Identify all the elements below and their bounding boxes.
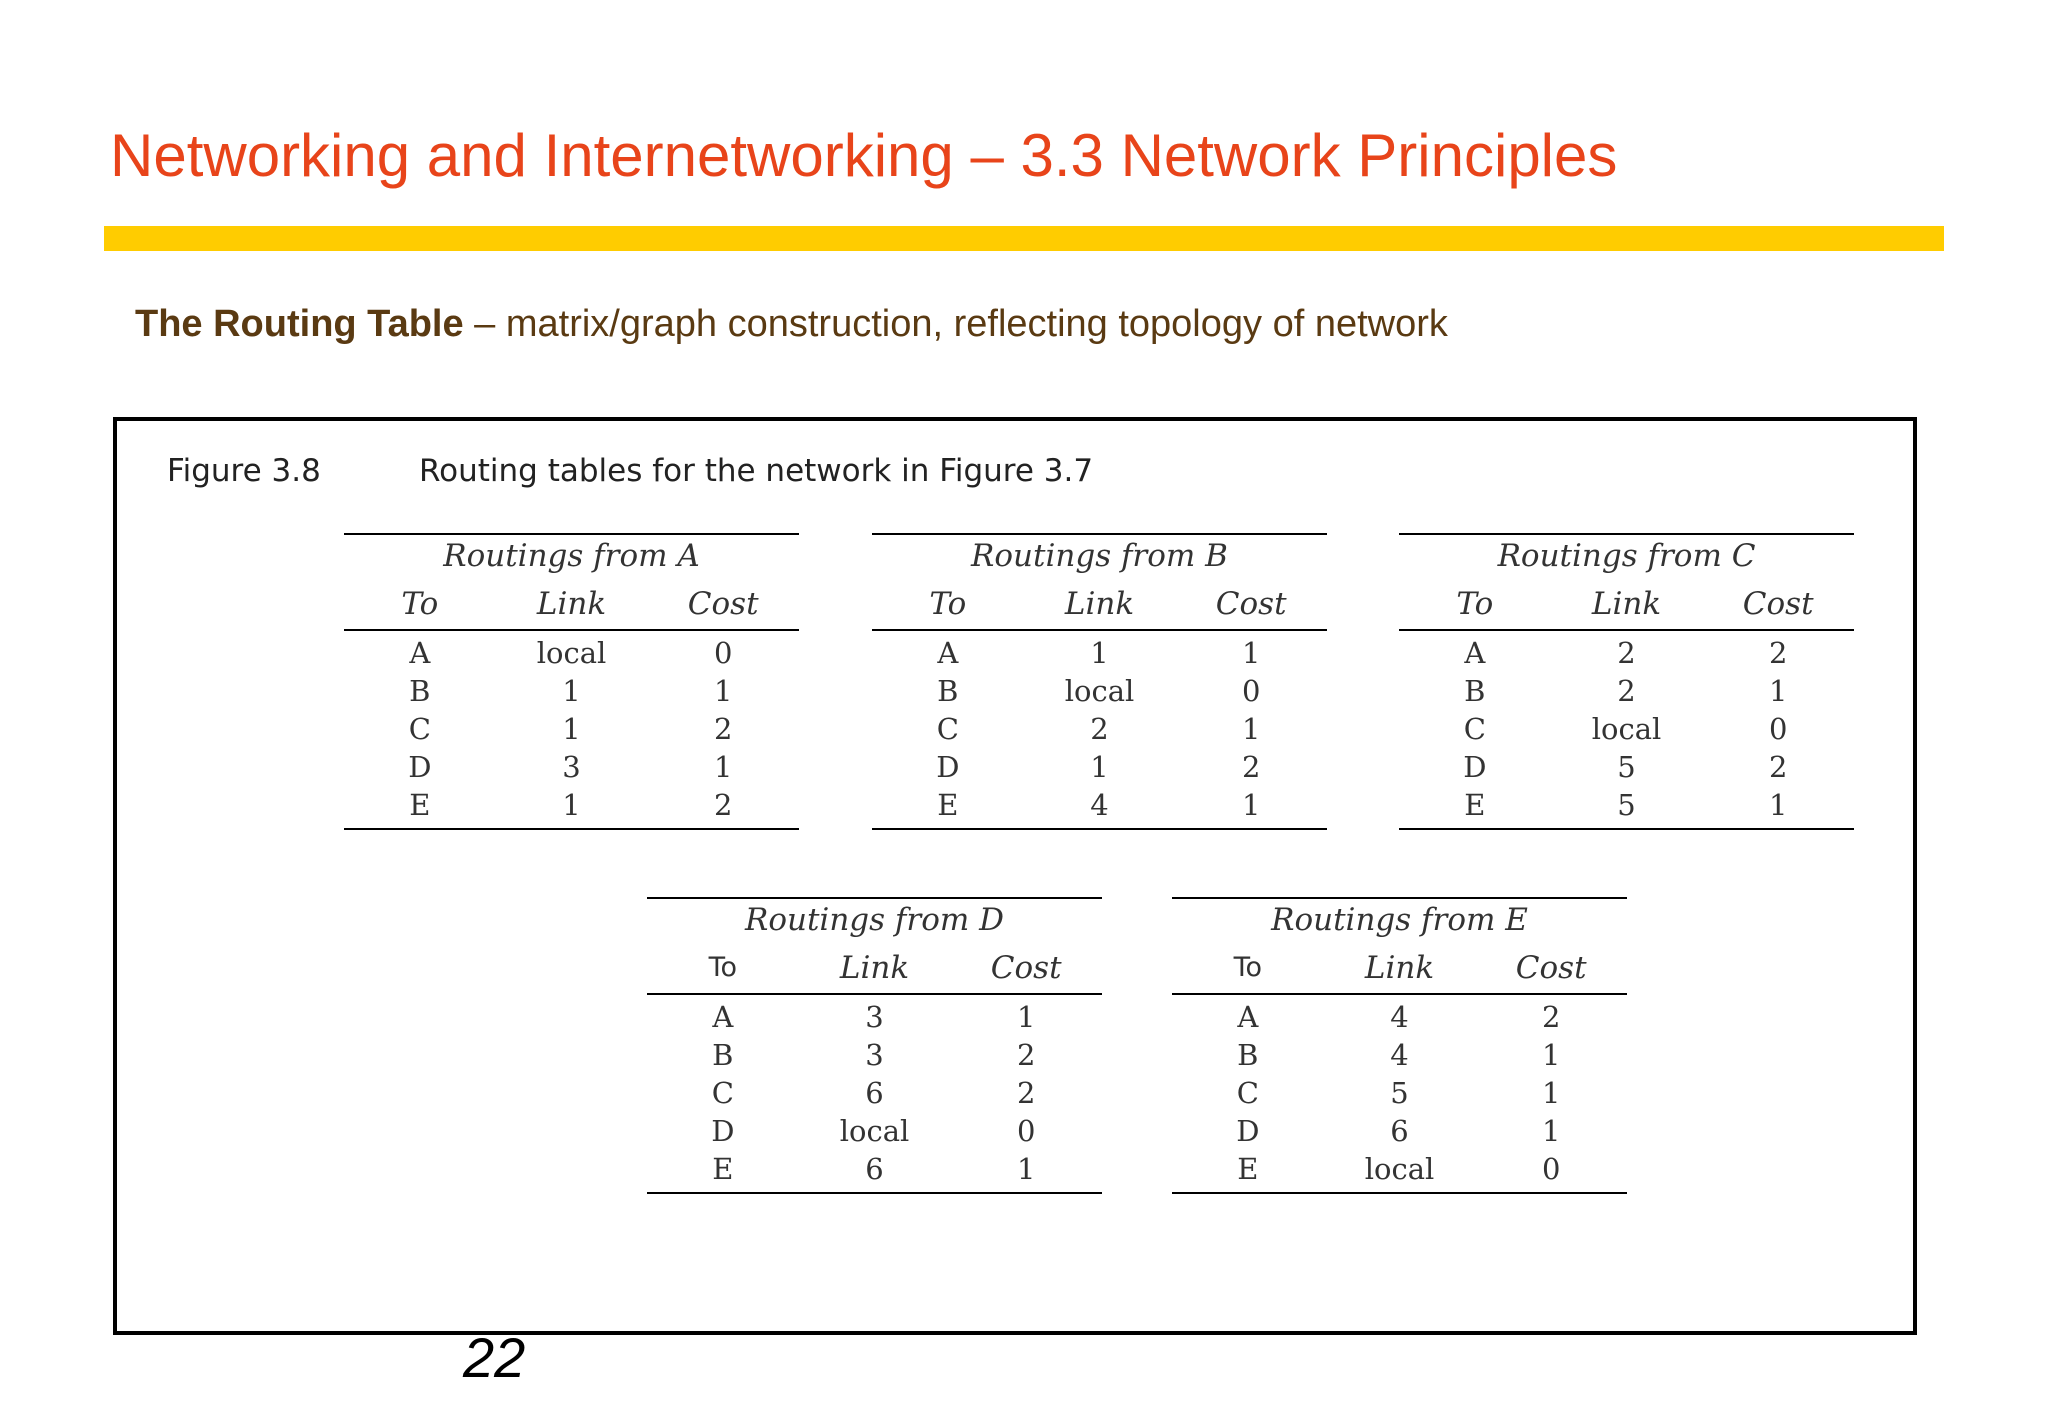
routing-table-c	[1399, 533, 1854, 830]
header-cost: Cost	[1215, 586, 1287, 622]
table-row	[872, 672, 1327, 710]
cell-cost: 2	[713, 788, 733, 822]
cell-link: 1	[1090, 750, 1109, 784]
cell-cost: 0	[1241, 674, 1261, 708]
cell-cost: 1	[1541, 1076, 1561, 1110]
cell-link: 5	[1617, 750, 1636, 784]
cell-link: 2	[1617, 674, 1636, 708]
header-cost: Cost	[687, 586, 759, 622]
table-row	[344, 710, 799, 748]
cell-link: local	[1064, 674, 1135, 708]
cell-cost: 2	[1768, 636, 1788, 670]
cell-cost: 1	[1541, 1114, 1561, 1148]
slide-subtitle	[135, 298, 1448, 350]
cell-to: B	[409, 674, 431, 708]
cell-link: local	[1591, 712, 1662, 746]
cell-to: E	[1464, 788, 1486, 822]
figure-caption: Routing tables for the network in Figure 3.7	[419, 453, 1094, 489]
table-header	[1399, 579, 1854, 631]
cell-link: 3	[562, 750, 581, 784]
cell-link: 4	[1390, 1038, 1409, 1072]
cell-link: 1	[562, 712, 581, 746]
cell-cost: 2	[1016, 1038, 1036, 1072]
table-row	[647, 1074, 1102, 1112]
cell-cost: 1	[1241, 712, 1261, 746]
cell-link: 3	[865, 1000, 884, 1034]
cell-link: local	[536, 636, 607, 670]
cell-to: D	[408, 750, 432, 784]
table-row	[344, 672, 799, 710]
subtitle-bold: The Routing Table	[135, 303, 464, 345]
table-header	[344, 579, 799, 631]
table-row	[344, 748, 799, 786]
table-row	[1172, 1150, 1627, 1188]
header-to: To	[1456, 586, 1494, 622]
cell-cost: 1	[1016, 1152, 1036, 1186]
page-number: 22	[463, 1326, 526, 1389]
cell-link: 1	[1090, 636, 1109, 670]
table-row	[872, 748, 1327, 786]
table-row	[344, 786, 799, 824]
header-cost: Cost	[990, 950, 1062, 986]
header-link: Link	[536, 586, 607, 622]
cell-link: 4	[1090, 788, 1109, 822]
table-row	[1172, 1036, 1627, 1074]
header-link: Link	[1364, 950, 1435, 986]
cell-cost: 1	[1241, 788, 1261, 822]
routing-table-a	[344, 533, 799, 830]
title-divider-bar	[104, 226, 1944, 251]
cell-cost: 2	[713, 712, 733, 746]
header-to: To	[401, 586, 439, 622]
table-row	[1399, 748, 1854, 786]
routing-table-b	[872, 533, 1327, 830]
table-row	[647, 998, 1102, 1036]
header-to: To	[1233, 952, 1263, 983]
table-row	[1399, 634, 1854, 672]
cell-cost: 0	[1541, 1152, 1561, 1186]
table-row	[1399, 710, 1854, 748]
header-link: Link	[839, 950, 910, 986]
cell-to: C	[408, 712, 431, 746]
cell-to: B	[1237, 1038, 1259, 1072]
cell-to: A	[712, 1000, 734, 1034]
table-title: Routings from E	[1172, 897, 1627, 943]
cell-link: 5	[1390, 1076, 1409, 1110]
cell-link: 2	[1090, 712, 1109, 746]
cell-to: E	[937, 788, 959, 822]
table-row	[1399, 786, 1854, 824]
cell-cost: 1	[1768, 674, 1788, 708]
cell-cost: 1	[1241, 636, 1261, 670]
cell-to: C	[711, 1076, 734, 1110]
table-row	[872, 786, 1327, 824]
cell-cost: 0	[713, 636, 733, 670]
cell-cost: 1	[1016, 1000, 1036, 1034]
table-header	[872, 579, 1327, 631]
cell-link: 2	[1617, 636, 1636, 670]
cell-cost: 0	[1016, 1114, 1036, 1148]
cell-to: C	[1463, 712, 1486, 746]
header-link: Link	[1591, 586, 1662, 622]
cell-link: 4	[1390, 1000, 1409, 1034]
table-row	[1172, 998, 1627, 1036]
header-cost: Cost	[1515, 950, 1587, 986]
table-row	[1399, 672, 1854, 710]
cell-cost: 2	[1541, 1000, 1561, 1034]
figure-number: Figure 3.8	[167, 453, 321, 489]
routing-table-d	[647, 897, 1102, 1194]
cell-to: E	[1237, 1152, 1259, 1186]
cell-link: 3	[865, 1038, 884, 1072]
table-row	[647, 1150, 1102, 1188]
cell-cost: 0	[1768, 712, 1788, 746]
header-to: To	[708, 952, 738, 983]
cell-link: 1	[562, 674, 581, 708]
cell-cost: 1	[1768, 788, 1788, 822]
cell-cost: 2	[1241, 750, 1261, 784]
cell-link: 5	[1617, 788, 1636, 822]
table-header	[647, 943, 1102, 995]
cell-to: A	[1237, 1000, 1259, 1034]
cell-to: D	[1463, 750, 1487, 784]
cell-cost: 1	[713, 674, 733, 708]
cell-to: D	[936, 750, 960, 784]
table-title: Routings from B	[872, 533, 1327, 579]
cell-link: 6	[865, 1152, 884, 1186]
cell-to: E	[712, 1152, 734, 1186]
header-to: To	[929, 586, 967, 622]
table-title: Routings from D	[647, 897, 1102, 943]
cell-cost: 2	[1016, 1076, 1036, 1110]
cell-link: local	[1364, 1152, 1435, 1186]
table-row	[344, 634, 799, 672]
table-row	[1172, 1074, 1627, 1112]
table-row	[872, 634, 1327, 672]
slide-title: Networking and Internetworking – 3.3 Network Principles	[110, 122, 1618, 189]
cell-to: C	[936, 712, 959, 746]
cell-cost: 2	[1768, 750, 1788, 784]
header-link: Link	[1064, 586, 1135, 622]
header-cost: Cost	[1742, 586, 1814, 622]
cell-to: E	[409, 788, 431, 822]
table-row	[647, 1036, 1102, 1074]
cell-to: D	[1236, 1114, 1260, 1148]
cell-cost: 1	[1541, 1038, 1561, 1072]
cell-to: D	[711, 1114, 735, 1148]
cell-cost: 1	[713, 750, 733, 784]
cell-to: A	[409, 636, 431, 670]
cell-to: C	[1236, 1076, 1259, 1110]
routing-table-e	[1172, 897, 1627, 1194]
cell-to: B	[1464, 674, 1486, 708]
figure-frame	[113, 417, 1917, 1335]
cell-to: A	[1464, 636, 1486, 670]
cell-to: B	[712, 1038, 734, 1072]
cell-to: B	[937, 674, 959, 708]
cell-link: 1	[562, 788, 581, 822]
cell-to: A	[937, 636, 959, 670]
table-row	[1172, 1112, 1627, 1150]
subtitle-rest: – matrix/graph construction, reflecting topology of network	[463, 303, 1448, 345]
cell-link: 6	[865, 1076, 884, 1110]
table-header	[1172, 943, 1627, 995]
table-title: Routings from C	[1399, 533, 1854, 579]
table-row	[872, 710, 1327, 748]
cell-link: local	[839, 1114, 910, 1148]
table-row	[647, 1112, 1102, 1150]
cell-link: 6	[1390, 1114, 1409, 1148]
table-title: Routings from A	[344, 533, 799, 579]
